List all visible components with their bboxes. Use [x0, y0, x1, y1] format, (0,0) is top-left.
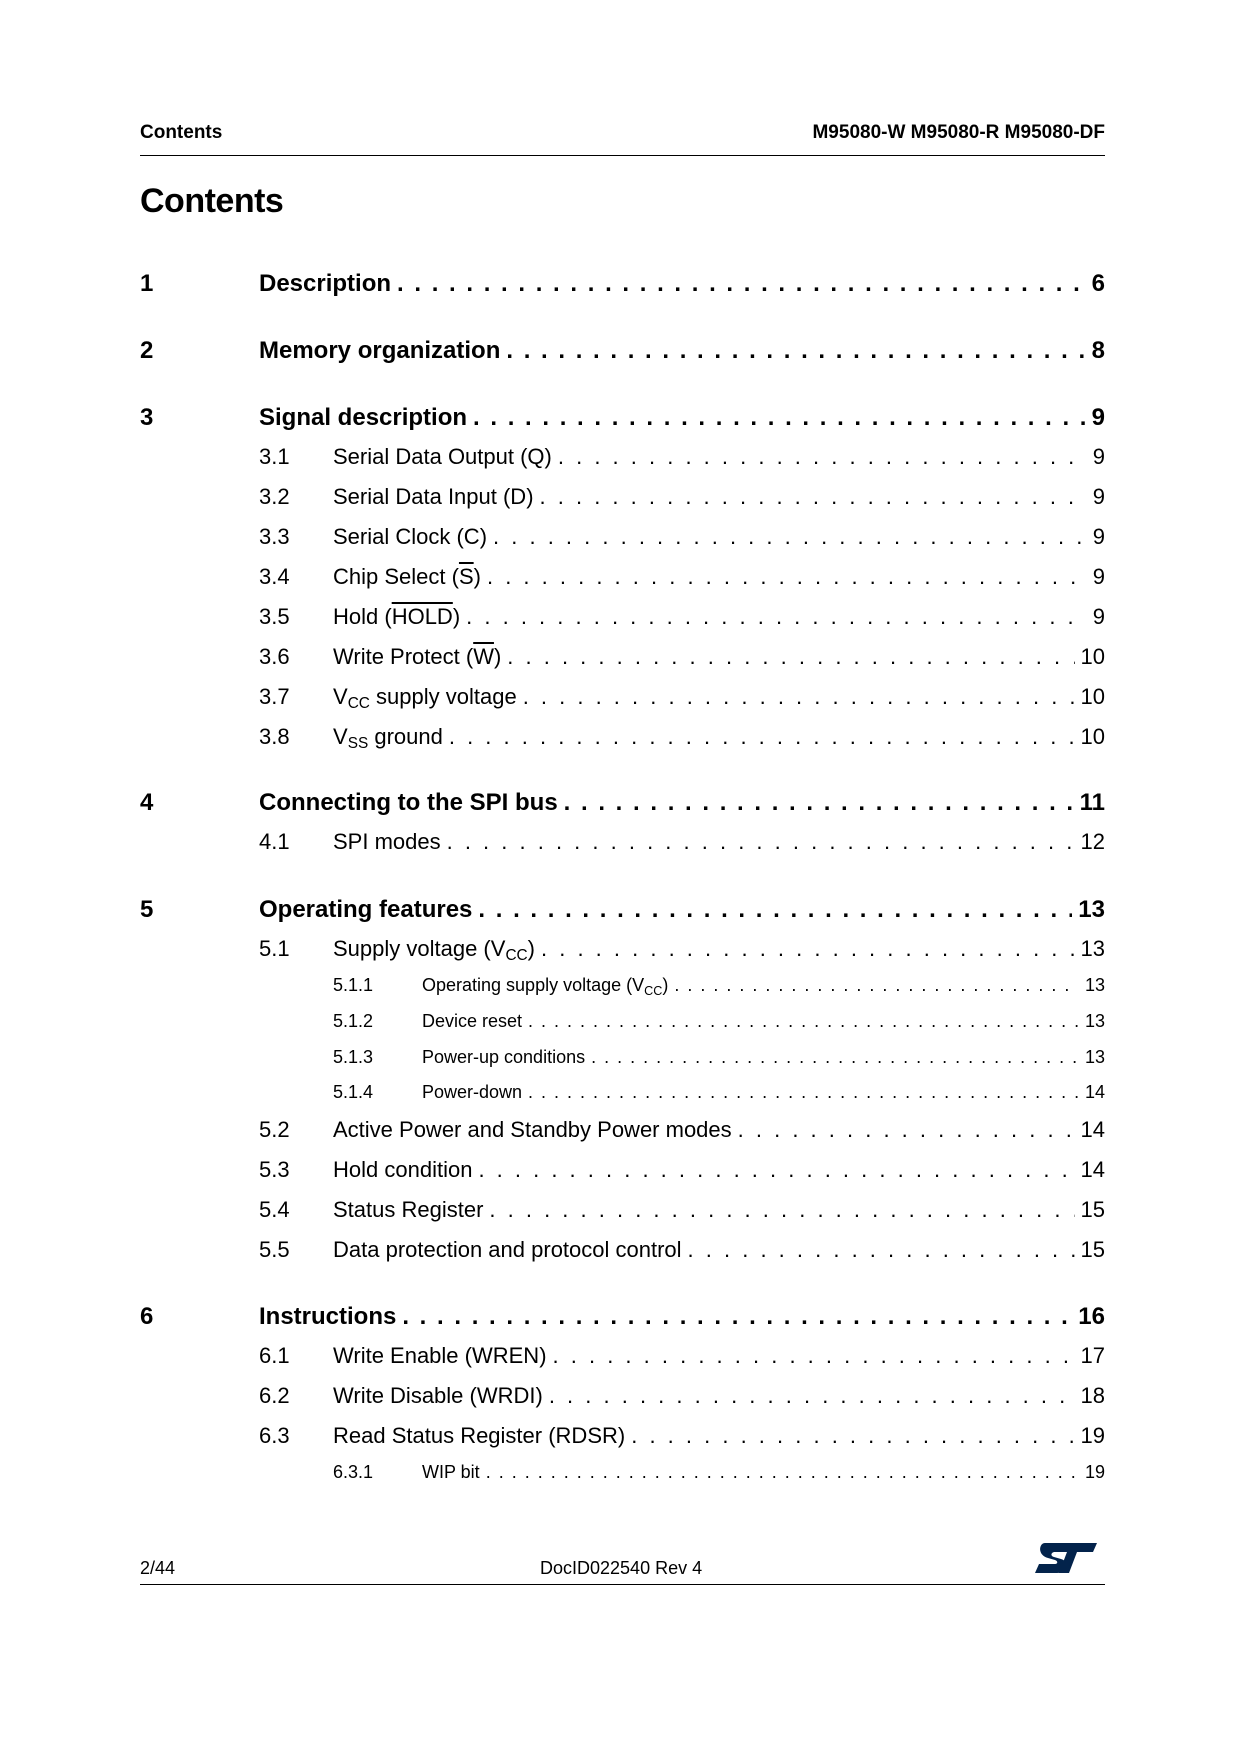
header-section-title: Contents — [140, 122, 223, 143]
toc-label-text: Hold ( — [333, 604, 392, 629]
toc-number: 3.2 — [259, 484, 290, 509]
toc-label-overline: $\overline{W}$ — [473, 644, 494, 669]
toc-number: 5.2 — [259, 1117, 290, 1142]
toc-label: Serial Data Input (D) — [333, 484, 534, 509]
toc-page: 9 — [1092, 484, 1105, 509]
toc-label-text: Operating supply voltage (V — [422, 975, 645, 995]
toc-label: SPI modes — [333, 829, 441, 854]
toc-leader — [473, 404, 1086, 432]
toc-leader — [478, 1157, 1074, 1183]
page-header — [140, 122, 1105, 146]
toc-number: 3.8 — [259, 724, 290, 749]
toc-label-text: Write Protect ( — [333, 644, 474, 669]
toc-leader — [487, 564, 1087, 590]
toc-leader — [402, 1303, 1072, 1331]
toc-label: Status Register — [333, 1197, 484, 1222]
toc-label — [422, 975, 668, 996]
toc-leader — [553, 1343, 1075, 1369]
toc-number: 6.3.1 — [333, 1462, 374, 1482]
toc-page: 17 — [1080, 1343, 1105, 1368]
toc-page: 15 — [1080, 1237, 1105, 1262]
st-logo-icon — [1031, 1540, 1101, 1576]
toc-label-text: ) — [527, 936, 535, 961]
toc-leader — [549, 1383, 1075, 1409]
toc-page: 9 — [1092, 604, 1105, 629]
toc-leader — [738, 1117, 1075, 1143]
toc-label — [333, 936, 535, 962]
toc-leader — [507, 644, 1074, 670]
toc-page: 13 — [1084, 1011, 1105, 1031]
toc-page: 10 — [1080, 724, 1105, 749]
toc-number: 5.1.3 — [333, 1047, 374, 1067]
toc-label: Description — [259, 270, 392, 297]
toc-label: Memory organization — [259, 337, 501, 364]
toc-label: Power-up conditions — [422, 1047, 586, 1067]
toc-label — [333, 564, 481, 590]
toc-number: 4 — [140, 789, 154, 816]
toc-number: 3.4 — [259, 564, 290, 589]
toc-label: Instructions — [259, 1303, 397, 1330]
toc-leader — [493, 524, 1087, 550]
toc-leader — [631, 1423, 1074, 1449]
toc-leader — [447, 829, 1075, 855]
toc-page: 10 — [1080, 684, 1105, 709]
toc-leader — [523, 684, 1075, 710]
toc-leader — [558, 444, 1087, 470]
toc-number: 3.7 — [259, 684, 290, 709]
toc-label-text: ground — [368, 724, 443, 749]
toc-leader — [528, 1011, 1079, 1032]
toc-number: 3.3 — [259, 524, 290, 549]
toc-label: Write Disable (WRDI) — [333, 1383, 543, 1408]
toc-page: 13 — [1084, 1047, 1105, 1067]
toc-label-text: V — [333, 724, 348, 749]
toc-leader — [540, 484, 1087, 510]
toc-leader — [528, 1082, 1079, 1103]
toc-leader — [674, 975, 1079, 996]
toc-leader — [449, 724, 1075, 750]
toc-number: 5.5 — [259, 1237, 290, 1262]
toc-page: 10 — [1080, 644, 1105, 669]
toc-page: 9 — [1091, 404, 1105, 431]
toc-page: 16 — [1078, 1303, 1105, 1330]
toc-leader — [478, 896, 1072, 924]
toc-label-text: V — [333, 684, 348, 709]
toc-label-subscript: CC — [505, 947, 528, 964]
toc-leader — [688, 1237, 1075, 1263]
toc-number: 5.1 — [259, 936, 290, 961]
document-page — [140, 0, 1105, 1754]
toc-label — [333, 644, 501, 670]
header-rule — [140, 155, 1105, 156]
toc-label: Connecting to the SPI bus — [259, 789, 558, 816]
toc-number: 5.1.4 — [333, 1082, 374, 1102]
toc-page: 19 — [1084, 1462, 1105, 1482]
footer-rule — [140, 1584, 1105, 1585]
toc-number: 3.6 — [259, 644, 290, 669]
footer-doc-id: DocID022540 Rev 4 — [540, 1558, 703, 1578]
page-footer — [140, 1558, 1105, 1582]
toc-page: 14 — [1080, 1157, 1105, 1182]
toc-number: 6.3 — [259, 1423, 290, 1448]
toc-label-subscript: CC — [347, 695, 370, 712]
toc-page: 9 — [1092, 524, 1105, 549]
toc-label-text: Chip Select ( — [333, 564, 459, 589]
toc-label-text: ) — [473, 564, 481, 589]
header-product-names: M95080-W M95080-R M95080-DF — [812, 122, 1105, 143]
toc-page: 13 — [1084, 975, 1105, 995]
footer-page-number: 2/44 — [140, 1558, 176, 1578]
toc-page: 14 — [1084, 1082, 1105, 1102]
toc-number: 4.1 — [259, 829, 290, 854]
toc-number: 5 — [140, 896, 154, 923]
toc-leader — [591, 1047, 1079, 1068]
toc-label-text: supply voltage — [369, 684, 517, 709]
toc-label-text: ) — [452, 604, 461, 629]
toc-label: Read Status Register (RDSR) — [333, 1423, 626, 1448]
toc-page: 9 — [1092, 444, 1105, 469]
toc-label: Operating features — [259, 896, 473, 923]
toc-label: Write Enable (WREN) — [333, 1343, 547, 1368]
toc-label: Hold condition — [333, 1157, 473, 1182]
page-title: Contents — [140, 182, 284, 220]
toc-page: 18 — [1080, 1383, 1105, 1408]
toc-number: 5.1.2 — [333, 1011, 374, 1031]
toc-label: Signal description — [259, 404, 468, 431]
toc-page: 9 — [1092, 564, 1105, 589]
toc-label-subscript: SS — [347, 735, 369, 752]
toc-label: Power-down — [422, 1082, 523, 1102]
toc-leader — [397, 270, 1086, 298]
toc-number: 1 — [140, 270, 154, 297]
toc-page: 11 — [1079, 789, 1105, 816]
toc-number: 2 — [140, 337, 154, 364]
toc-label-subscript: CC — [644, 984, 663, 998]
toc-label: Device reset — [422, 1011, 523, 1031]
toc-leader — [466, 604, 1087, 630]
toc-number: 5.3 — [259, 1157, 290, 1182]
toc-label: Serial Clock (C) — [333, 524, 488, 549]
toc-number: 3 — [140, 404, 154, 431]
toc-number: 6 — [140, 1303, 154, 1330]
toc-leader — [486, 1462, 1079, 1483]
toc-leader — [489, 1197, 1074, 1223]
toc-page: 12 — [1080, 829, 1105, 854]
toc-label — [333, 684, 517, 710]
toc-label: Data protection and protocol control — [333, 1237, 682, 1262]
toc-label-text: Supply voltage (V — [333, 936, 506, 961]
toc-page: 13 — [1078, 896, 1105, 923]
toc-page: 19 — [1080, 1423, 1105, 1448]
toc-label: Serial Data Output (Q) — [333, 444, 552, 469]
toc-number: 6.2 — [259, 1383, 290, 1408]
toc-page: 8 — [1091, 337, 1105, 364]
toc-leader — [506, 337, 1085, 365]
toc-number: 3.5 — [259, 604, 290, 629]
toc-label-text: ) — [662, 975, 669, 995]
toc-label-text: ) — [493, 644, 502, 669]
toc-label-overline: HOLD — [391, 604, 453, 629]
toc-page: 13 — [1080, 936, 1105, 961]
toc-page: 15 — [1080, 1197, 1105, 1222]
toc-label: Active Power and Standby Power modes — [333, 1117, 732, 1142]
toc-leader — [541, 936, 1075, 962]
toc-number: 5.4 — [259, 1197, 290, 1222]
toc-label-overline: $\overline{S}$ — [458, 564, 474, 589]
toc-leader — [564, 789, 1074, 817]
toc-label: WIP bit — [422, 1462, 480, 1482]
toc-page: 14 — [1080, 1117, 1105, 1142]
toc-number: 6.1 — [259, 1343, 290, 1368]
toc-page: 6 — [1091, 270, 1105, 297]
toc-label — [333, 604, 460, 630]
toc-number: 3.1 — [259, 444, 290, 469]
toc-number: 5.1.1 — [333, 975, 374, 995]
toc-label — [333, 724, 443, 750]
